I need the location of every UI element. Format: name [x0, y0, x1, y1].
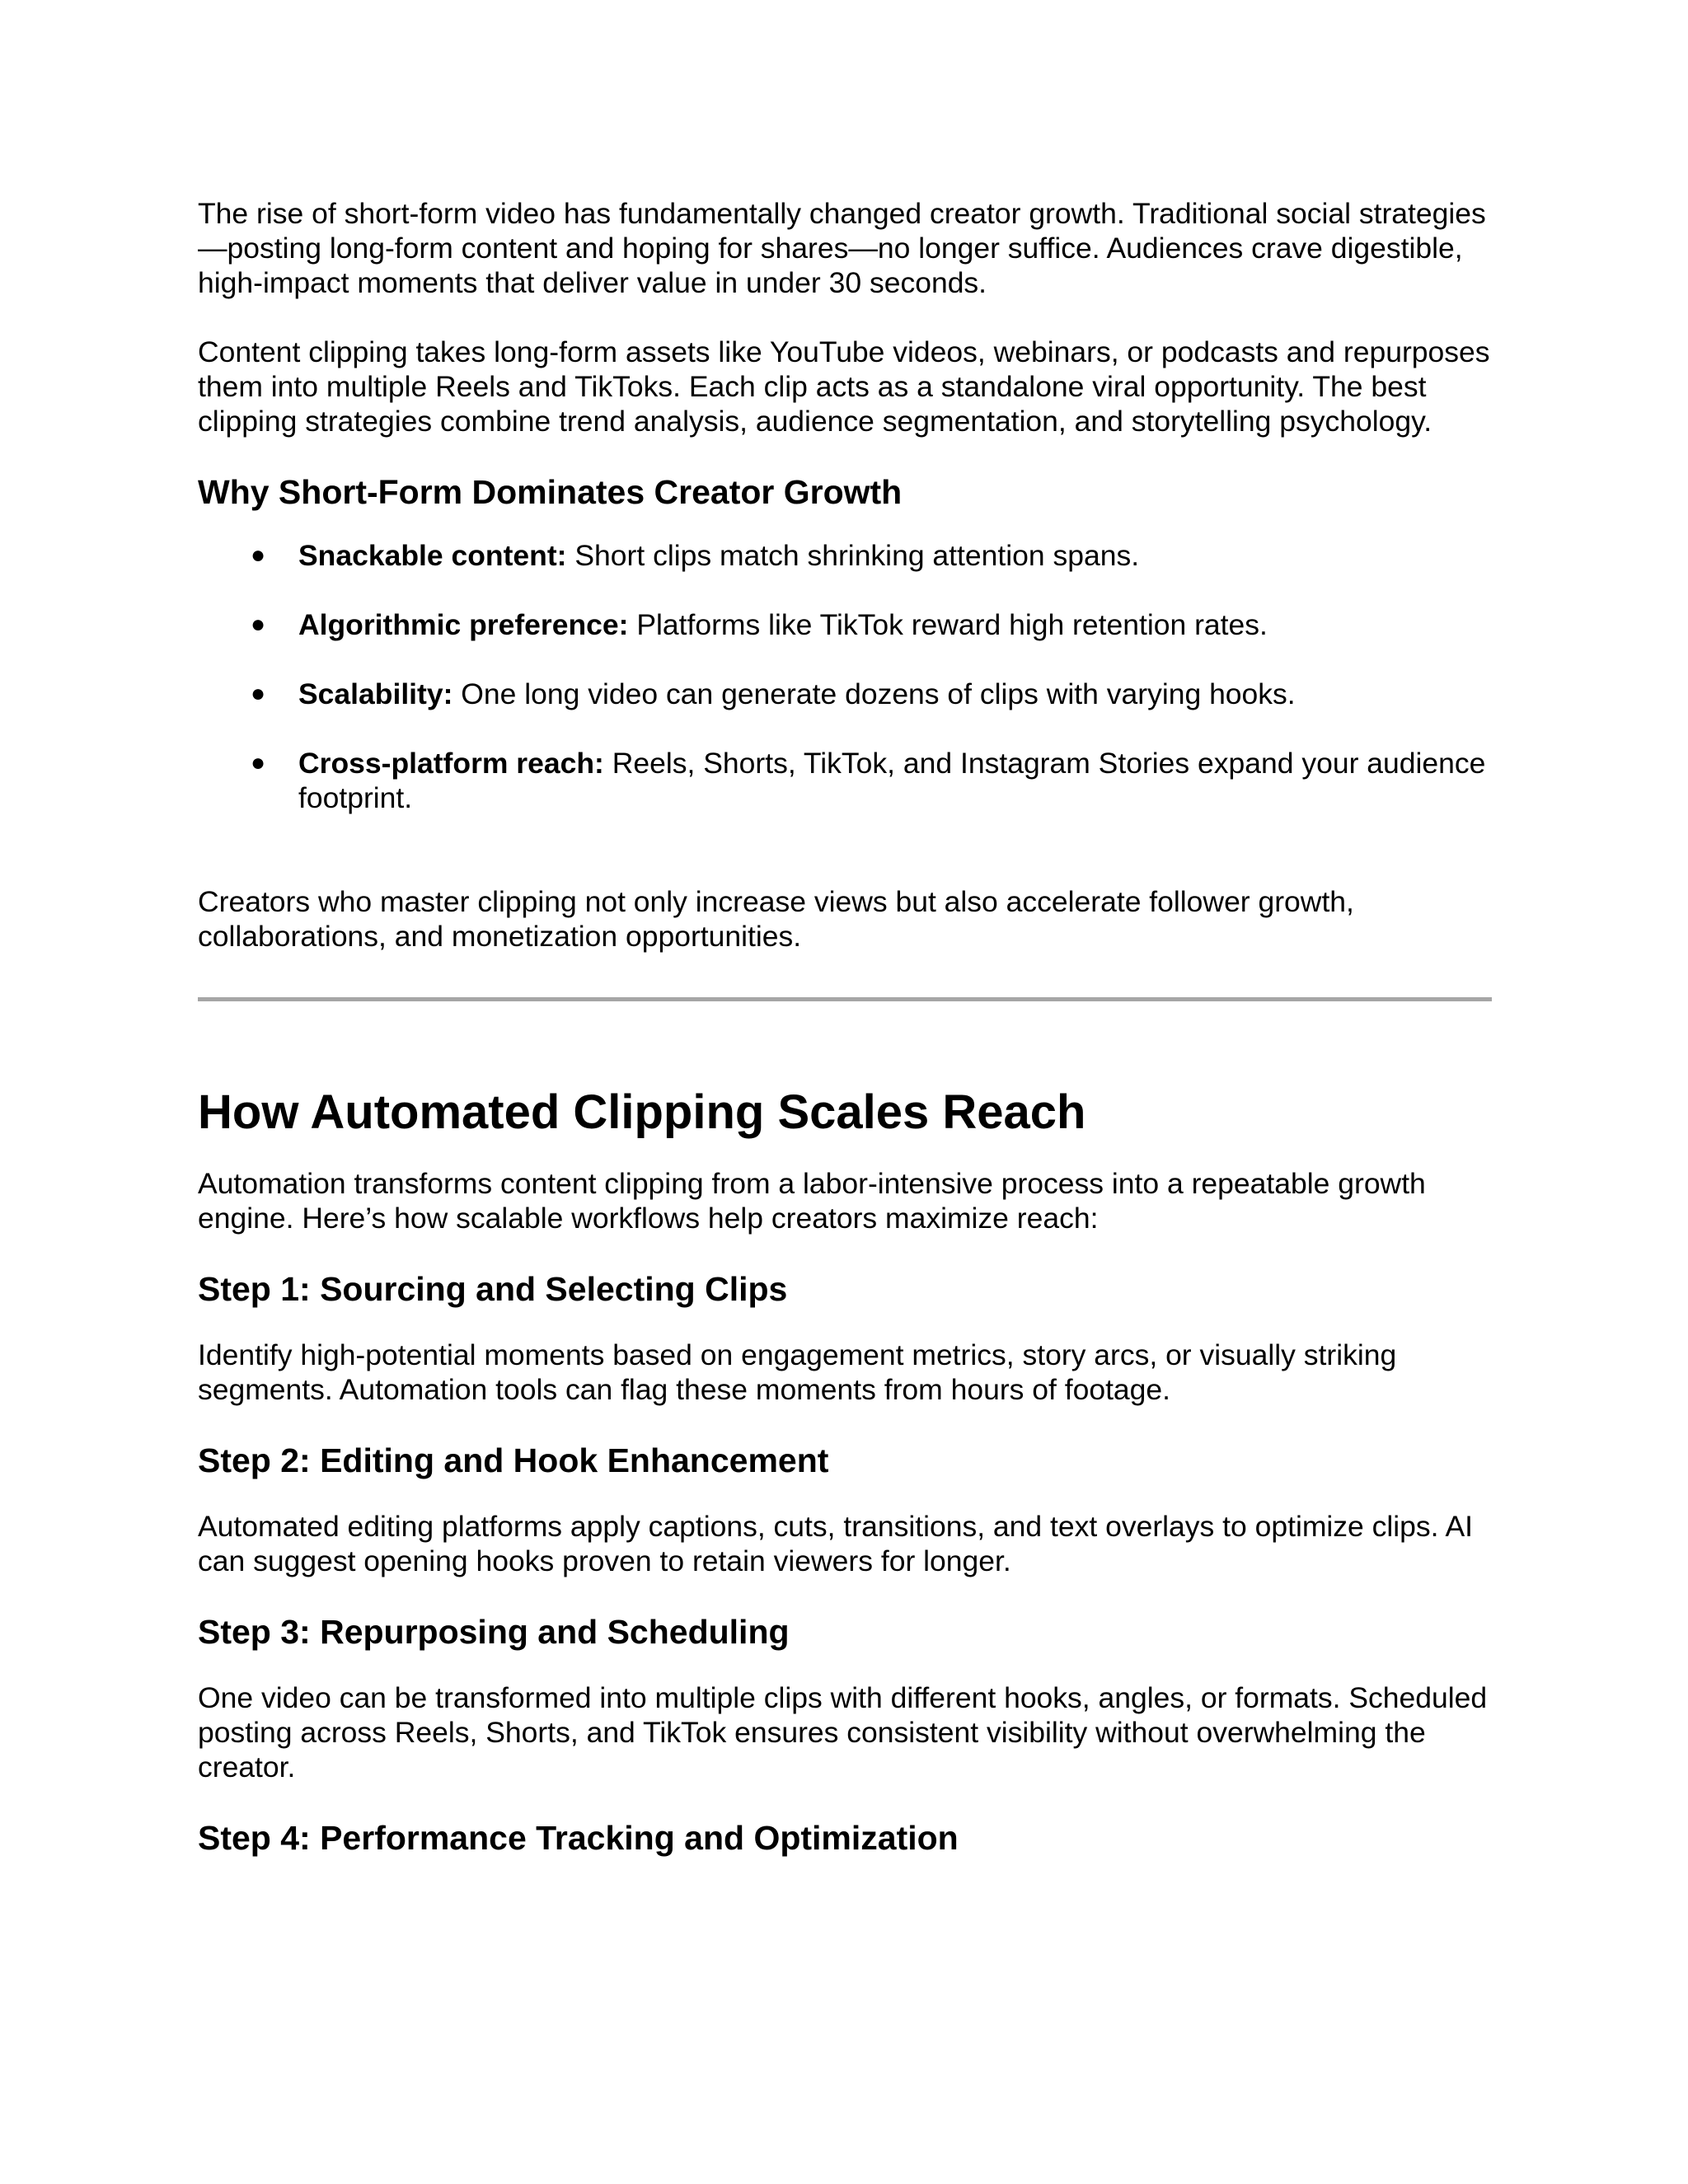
- benefits-list: [198, 538, 1490, 815]
- step-3-body: One video can be transformed into multiple clips with different hooks, angles, or formats. Scheduled posting across Reels, Shorts, and TikTok ensures consistent visibility without overwhelming the creator.: [198, 1681, 1488, 1783]
- automation-intro-paragraph: Automation transforms content clipping from a labor-intensive process into a repeatable growth engine. Here’s how scalable workflows help creators maximize reach:: [198, 1167, 1426, 1235]
- why-closing-paragraph: Creators who master clipping not only increase views but also accelerate follower growth, collaborations, and monetization opportunities.: [198, 885, 1354, 953]
- bullet-term: Algorithmic preference:: [298, 608, 629, 641]
- list-item: [198, 538, 1502, 573]
- bullet-icon: ●: [251, 611, 266, 638]
- intro-paragraph-2: Content clipping takes long-form assets like YouTube videos, webinars, or podcasts and repurposes them into multiple Reels and TikToks. Each clip acts as a standalone viral opportunity. The best clipping strategies combine trend analysis, audience segmentation, and storytelling psychology.: [198, 335, 1490, 438]
- list-item: [198, 677, 1502, 711]
- bullet-text: Short clips match shrinking attention spans.: [566, 539, 1140, 572]
- list-item: [198, 607, 1502, 642]
- section-divider: [198, 997, 1492, 1001]
- list-item: [198, 746, 1502, 815]
- section-heading-why: Why Short-Form Dominates Creator Growth: [198, 473, 903, 511]
- bullet-text: Platforms like TikTok reward high retention rates.: [628, 608, 1268, 641]
- section-heading-automation: How Automated Clipping Scales Reach: [198, 1085, 1086, 1139]
- bullet-term: Snackable content:: [298, 539, 567, 572]
- step-2-body: Automated editing platforms apply captions, cuts, transitions, and text overlays to optimize clips. AI can suggest opening hooks proven to retain viewers for longer.: [198, 1510, 1473, 1577]
- bullet-icon: ●: [251, 680, 266, 707]
- bullet-term: Scalability:: [298, 677, 453, 710]
- bullet-icon: ●: [251, 749, 266, 776]
- step-1-heading: Step 1: Sourcing and Selecting Clips: [198, 1270, 788, 1308]
- step-4-heading: Step 4: Performance Tracking and Optimization: [198, 1819, 959, 1857]
- step-1-body: Identify high-potential moments based on engagement metrics, story arcs, or visually striking segments. Automation tools can flag these moments from hours of footage.: [198, 1338, 1397, 1406]
- bullet-term: Cross-platform reach:: [298, 747, 604, 780]
- step-3-heading: Step 3: Repurposing and Scheduling: [198, 1613, 790, 1651]
- bullet-text: Reels, Shorts, TikTok, and Instagram Stories expand your audience footprint.: [298, 747, 1486, 814]
- bullet-icon: ●: [251, 541, 266, 569]
- bullet-text: One long video can generate dozens of clips with varying hooks.: [452, 677, 1296, 710]
- intro-paragraph-1: The rise of short-form video has fundamentally changed creator growth. Traditional social strategies—posting long-form content and hoping for shares—no longer suffice. Audiences crave digestible, high-impact moments that deliver value in under 30 seconds.: [198, 197, 1486, 299]
- step-2-heading: Step 2: Editing and Hook Enhancement: [198, 1441, 829, 1479]
